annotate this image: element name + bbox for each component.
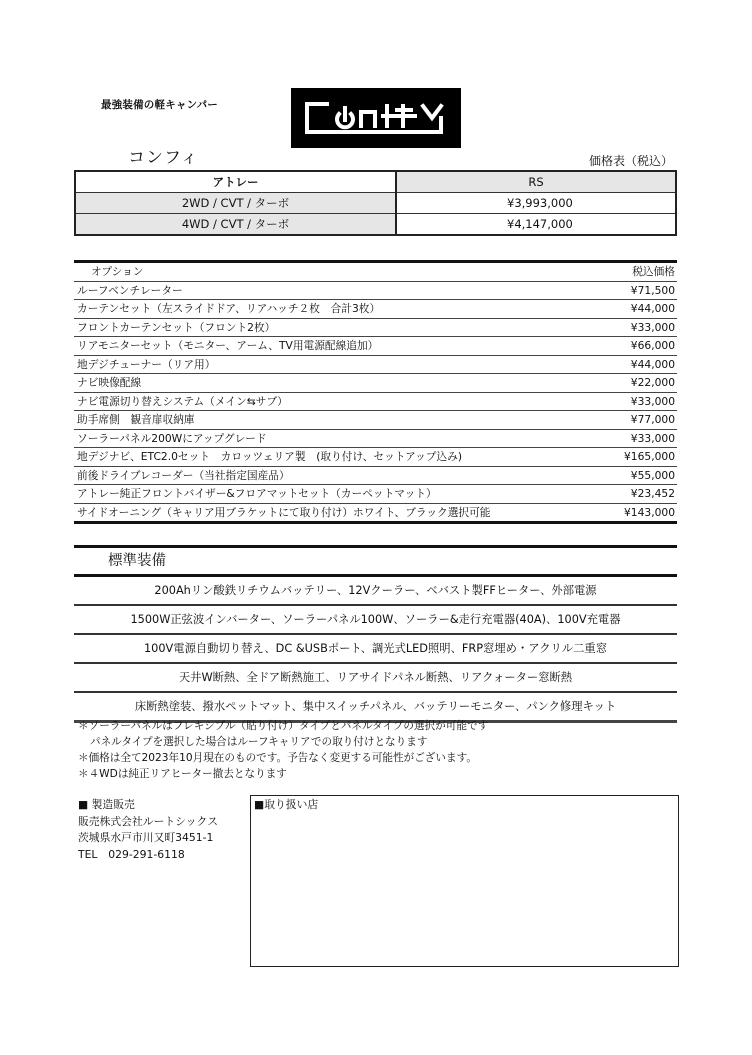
list-item: [74, 337, 677, 356]
option-price: ¥33,000: [630, 394, 675, 408]
base-price-table: [74, 170, 677, 236]
note: ＊ソーラーパネルはフレキシブル（貼り付け）タイプとパネルタイプの選択が可能です: [78, 720, 489, 732]
list-item: [74, 467, 677, 486]
note: ＊価格は全て2023年10月現在のものです。予告なく変更する可能性がございます。: [78, 752, 477, 764]
option-price: ¥165,000: [624, 450, 675, 464]
option-name: 前後ドライブレコーダー（当社指定国産品）: [77, 468, 290, 482]
list-item: [74, 393, 677, 412]
spec-cell: 2WD / CVT / ターボ: [75, 193, 396, 214]
standard-equipment-title: 標準装備: [74, 548, 677, 577]
list-item: [74, 356, 677, 375]
option-price: ¥23,452: [630, 487, 675, 501]
option-price: ¥44,000: [630, 302, 675, 316]
product-name: コンフィ: [128, 148, 199, 168]
table-row: [75, 193, 676, 214]
address: 茨城県水戸市川又町3451-1: [78, 831, 214, 844]
price-table-caption: 価格表（税込）: [589, 154, 674, 168]
option-name: 地デジチューナー（リア用）: [77, 357, 216, 371]
price-cell: ¥4,147,000: [396, 214, 676, 236]
option-name: ナビ映像配線: [77, 376, 142, 390]
list-item: [74, 411, 677, 430]
option-price: ¥143,000: [624, 505, 675, 519]
price-table-header: [75, 171, 676, 193]
option-name: カーテンセット（左スライドドア、リアハッチ２枚 合計3枚）: [77, 302, 381, 316]
standard-equipment: [74, 545, 677, 723]
option-price: ¥44,000: [630, 357, 675, 371]
note: ＊４WDは純正リアヒーター撤去となります: [78, 768, 287, 780]
list-item: [74, 282, 677, 301]
option-name: サイドオーニング（キャリア用ブラケットにて取り付け）ホワイト、ブラック選択可能: [77, 505, 491, 519]
spec-cell: 4WD / CVT / ターボ: [75, 214, 396, 236]
options-header-price: 税込価格: [632, 265, 675, 279]
option-price: ¥66,000: [630, 339, 675, 353]
company-name: 販売株式会社ルートシックス: [78, 814, 219, 828]
option-price: ¥55,000: [630, 468, 675, 482]
list-item: [74, 504, 677, 525]
option-price: ¥33,000: [630, 320, 675, 334]
dealer-box: [250, 795, 679, 967]
list-item: 100V電源自動切り替え、DC &USBポート、調光式LED照明、FRP窓埋め・アクリル二重窓: [74, 635, 677, 664]
option-price: ¥22,000: [630, 376, 675, 390]
list-item: 床断熱塗装、撥水ペットマット、集中スイッチパネル、バッテリーモニター、パンク修理キット: [74, 693, 677, 723]
option-name: リアモニターセット（モニター、アーム、TV用電源配線追加）: [77, 339, 379, 353]
option-name: ソーラーパネル200Wにアップグレード: [77, 431, 267, 445]
option-price: ¥71,500: [630, 283, 675, 297]
grade-header: RS: [396, 171, 676, 193]
list-item: [74, 448, 677, 467]
conffy-logo: [291, 88, 461, 148]
list-item: [74, 374, 677, 393]
option-name: ルーフベンチレーター: [77, 283, 183, 297]
dealer-label: ■取り扱い店: [254, 798, 319, 811]
manufacturer-heading: ■ 製造販売: [78, 798, 135, 811]
option-name: ナビ電源切り替えシステム（メイン⇆サブ）: [77, 394, 288, 408]
options-header-label: オプション: [91, 265, 144, 279]
list-item: [74, 485, 677, 504]
list-item: [74, 300, 677, 319]
list-item: 1500W正弦波インバーター、ソーラーパネル100W、ソーラー&走行充電器(40A)、100V充電器: [74, 606, 677, 635]
list-item: 天井W断熱、全ドア断熱施工、リアサイドパネル断熱、リアクォーター窓断熱: [74, 664, 677, 693]
list-item: [74, 430, 677, 449]
option-price: ¥77,000: [630, 413, 675, 427]
manufacturer-info: [78, 797, 218, 863]
option-name: 地デジナビ、ETC2.0セット カロッツェリア製 (取り付け、セットアップ込み): [77, 450, 462, 464]
model-header: アトレー: [75, 171, 396, 193]
option-name: 助手席側 観音扉収納庫: [77, 413, 195, 427]
options-list: [74, 260, 677, 524]
tagline: 最強装備の軽キャンパー: [101, 99, 218, 111]
option-name: フロントカーテンセット（フロント2枚）: [77, 320, 276, 334]
table-row: [75, 214, 676, 236]
list-item: 200Ahリン酸鉄リチウムバッテリー、12Vクーラー、ベバスト製FFヒーター、外部電源: [74, 577, 677, 606]
option-price: ¥33,000: [630, 431, 675, 445]
phone-number: TEL 029-291-6118: [78, 847, 185, 861]
list-item: [74, 319, 677, 338]
logo-graphic: [291, 88, 461, 148]
notes: [78, 718, 488, 782]
options-header: [74, 263, 677, 282]
price-cell: ¥3,993,000: [396, 193, 676, 214]
note: パネルタイプを選択した場合はルーフキャリアでの取り付けとなります: [90, 736, 428, 748]
option-name: アトレー純正フロントバイザー&フロアマットセット（カーペットマット）: [77, 487, 437, 501]
